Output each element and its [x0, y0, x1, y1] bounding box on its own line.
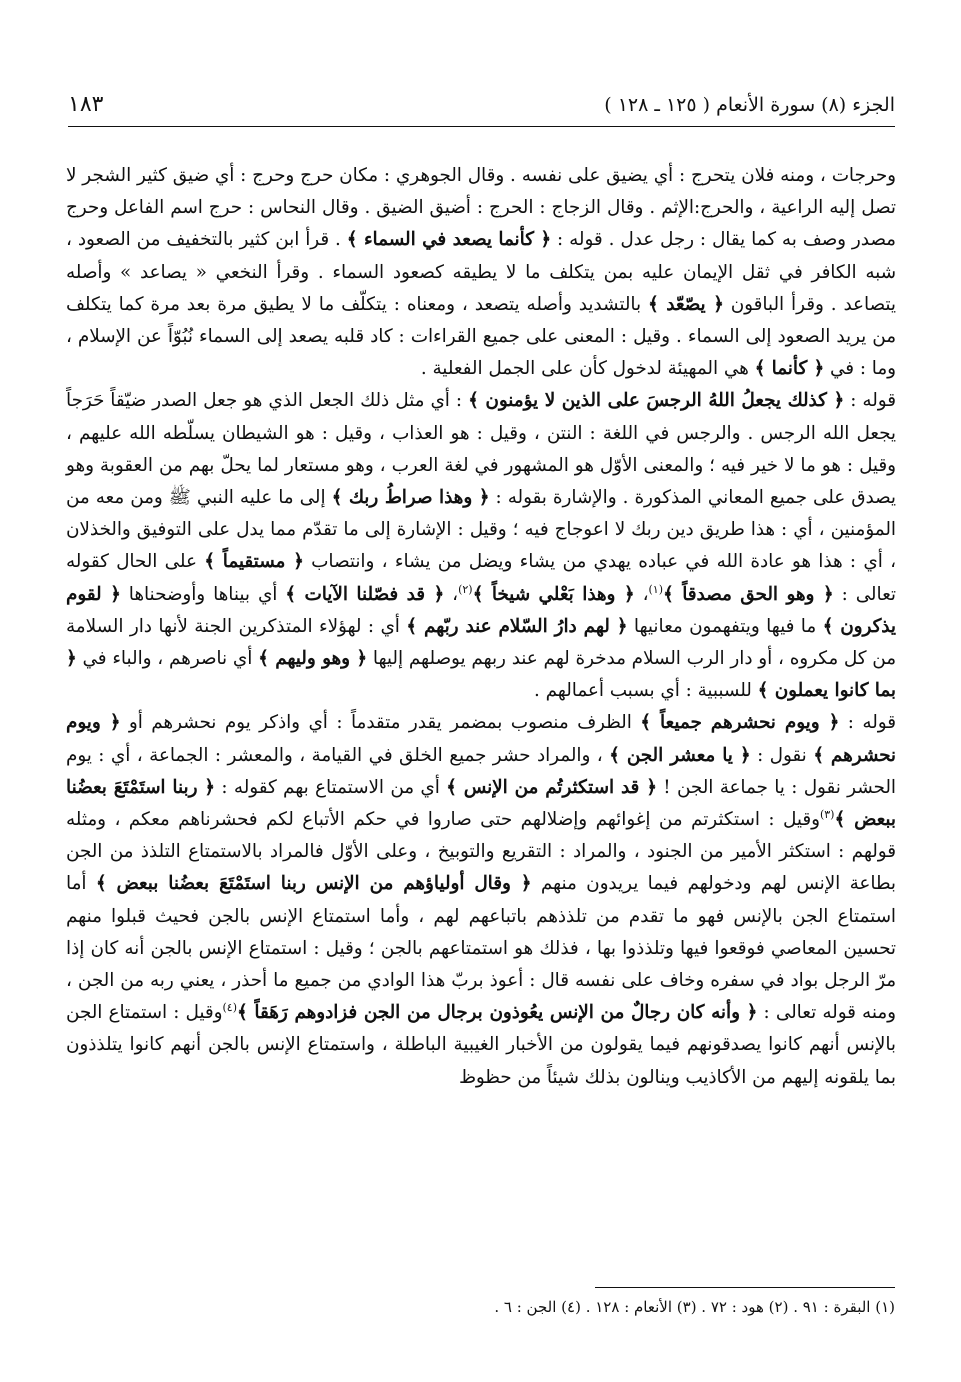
- text-run: إلى ما عليه النبي ﷺ ومن معه من المؤمنين ، أي : هذا طريق دين ربك لا اعوجاج فيه ؛ وقيل : الإشارة إلى ما تقدّم مما يدل على التوفيق والخذلان ، أي : هذا هو عادة الله في عباده يهدي من يشاء ويضل من يشاء ، وانتصاب: [66, 487, 896, 573]
- text-run: وقيل : استكثرتم من إغوائهم وإضلالهم حتى صاروا في حكم الأتباع لكم فحشرناهم معكم ، ومثله قولهم : استكثر الأمير من الجنود ، والمراد : التقريع والتوبيخ ، وعلى الأوّل فالمراد بالاستمتاع التلذذ من الجن بطاعة الإنس لهم ودخولهم فيما يريدون منهم: [66, 809, 896, 895]
- page-number: ١٨٣: [68, 92, 104, 117]
- quran-quote: ﴿ ويوم نحشرهم ﴾: [66, 712, 897, 766]
- quran-quote: ﴿ ربنا استَمْتَعَ بعضُنا ببعض ﴾: [66, 776, 896, 831]
- text-run: أي من الاستمتاع بهم كقوله :: [215, 776, 447, 798]
- text-run: ، والمراد حشر جميع الخلق في القيامة ، والمعشر : الجماعة ، أي : يوم الحشر نقول : يا جماعة الجن !: [66, 744, 896, 798]
- quran-quote: ﴿ كأنما يصعد في السماء ﴾: [346, 229, 552, 251]
- footnotes: (١) البقرة : ٩١ . (٢) هود : ٧٢ . (٣) الأنعام : ١٢٨ . (٤) الجن : ٦ .: [494, 1298, 895, 1316]
- quran-quote: ﴿ يا معشر الجن ﴾: [609, 744, 751, 766]
- text-run: على الحال كقوله تعالى :: [66, 551, 896, 605]
- running-header: [68, 86, 895, 127]
- quran-quote: ﴿ لقوم يذكرون ﴾: [66, 583, 896, 637]
- text-run: أي : لهؤلاء المتذكرين الجنة لأنها دار السلامة من كل مكروه ، أو دار الرب السلام مدخرة لهم عند ربهم يوصلهم إليها: [66, 615, 896, 670]
- text-run: وقيل : استمتاع الجن بالإنس أنهم كانوا يصدقونهم فيما يقولون من الأخبار الغيبية الباطلة ، واستمتاع الإنس بالجن أنهم كانوا يتلذذون بما يلقونه إليهم من الأكاذيب وينالون بذلك شيئاً من حظوظ: [66, 1002, 896, 1088]
- footnote-ref: (٤): [222, 1001, 237, 1015]
- paragraph-1: [66, 160, 896, 385]
- quran-quote: ﴿ ويوم نحشرهم جميعاً ﴾: [640, 712, 840, 734]
- quran-quote: ﴿ وهو وليهم ﴾: [258, 648, 368, 670]
- footnote-ref: (٢): [458, 582, 473, 596]
- quran-quote: ﴿ يصّعّد ﴾: [648, 293, 724, 315]
- quran-quote: ﴿ وهو الحق مصدقاً ﴾: [662, 583, 834, 605]
- quran-quote: ﴿ وأنه كان رجالٌ من الإنس يعُوذون برجال من الجن فزادوهم رَهَقاً ﴾: [236, 1002, 758, 1024]
- text-run: هي المهيئة لدخول كأن على الجمل الفعلية .: [420, 358, 755, 380]
- quran-quote: ﴿ وقال أولياؤهم من الإنس ربنا استَمْتَعَ بعضُنا ببعض ﴾: [95, 873, 532, 895]
- text-run: ،: [634, 583, 649, 605]
- quran-quote: ﴿ كأنما ﴾: [754, 358, 825, 380]
- text-run: الظرف منصوب بمضمر يقدر متقدماً : أي واذكر يوم نحشرهم أو: [120, 712, 641, 734]
- commentary-text: [66, 160, 896, 1094]
- footnote-ref: (٣): [819, 807, 835, 821]
- text-run: قوله :: [844, 390, 896, 412]
- text-run: بالتشديد وأصله يتصعد ، ومعناه : يتكلّف ما لا يطيق مرة بعد مرة كما يتكلف من يريد الصعود إلى السماء . وقيل : المعنى على جميع القراءات : كاد قلبه يصعد إلى السماء نُبُوّاً عن الإسلام ، وما : في: [66, 293, 896, 380]
- footnote-divider: [595, 1287, 895, 1288]
- text-run: قوله :: [839, 712, 896, 734]
- quran-quote: ﴿ كذلك يجعلُ اللهُ الرجسَ على الذين لا يؤمنون ﴾: [468, 390, 845, 412]
- quran-quote: ﴿ قد استكثرتُم من الإنس ﴾: [446, 776, 657, 798]
- text-run: أي ناصرهم ، والباء في: [76, 648, 259, 670]
- quran-quote: ﴿ لهم دارُ السّلام عند ربّهم ﴾: [406, 615, 628, 637]
- quran-quote: ﴿ قد فصّلنا الآيات ﴾: [285, 583, 445, 605]
- text-run: . قرأ ابن كثير بالتخفيف من الصعود ، شبه الكافر في ثقل الإيمان عليه بمن يتكلف ما لا يطيقه كصعود السماء . وقرأ النخعي « يصاعد » وأصله يتصاعد . وقرأ الباقون: [66, 229, 896, 315]
- quran-quote: ﴿ بما كانوا يعملون ﴾: [66, 648, 896, 702]
- text-run: أي بيناها وأوضحناها: [120, 583, 286, 605]
- quran-quote: ﴿ وهذا صراطُ ربك ﴾: [331, 487, 490, 509]
- footnote-ref: (١): [648, 582, 663, 596]
- text-run: وحرجات ، ومنه فلان يتحرج : أي يضيق على نفسه . وقال الجوهري : مكان حرج وحرج : أي ضيق كثير الشجر لا تصل إليه الراعية ، والحرج:الإثم . وقال الزجاج : الحرج : أضيق الضيق . وقال النحاس : حرج اسم الفاعل وحرج مصدر وصف به كما يقال : رجل عدل . قوله :: [66, 165, 896, 251]
- text-run: نقول :: [750, 744, 814, 766]
- text-run: للسببية : أي بسبب أعمالهم .: [534, 680, 758, 702]
- paragraph-3: [66, 707, 896, 1093]
- text-run: ،: [444, 583, 459, 605]
- header-title: الجزء (٨) سورة الأنعام ( ١٢٥ ـ ١٢٨ ): [604, 94, 895, 116]
- quran-quote: ﴿ مستقيماً ﴾: [204, 551, 304, 573]
- text-run: ما فيها ويتفهمون معانيها: [627, 615, 823, 637]
- text-run: أما استمتاع الجن بالإنس فهو ما تقدم من تلذذهم باتباعهم لهم ، وأما استمتاع الإنس بالجن فحيث قبلوا منهم تحسين المعاصي فوقعوا فيها وتلذذوا بها ، فذلك هو استمتاعهم بالجن ؛ وقيل : استمتاع الإنس بالجن أنه كان إذا مرّ الرجل بواد في سفره وخاف على نفسه قال : أعوذ بربّ هذا الوادي من جميع ما أحذر ، يعني ربه من الجن ، ومنه قوله تعالى :: [66, 873, 896, 1024]
- text-run: : أي مثل ذلك الجعل الذي هو جعل الصدر ضيّقاً حَرَجاً يجعل الله الرجس . والرجس في اللغة : النتن ، وقيل : هو العذاب ، وقيل : هو الشيطان يسلّطه الله عليهم ، وقيل : هو ما لا خير فيه ؛ والمعنى الأوّل هو المشهور في لغة العرب ، وهو مستعار لما يحلّ بهم من العقوبة وهو يصدق على جميع المعاني المذكورة . والإشارة بقوله :: [66, 390, 896, 509]
- paragraph-2: [66, 385, 896, 707]
- quran-quote: ﴿ وهذا بَعْلي شيخاً ﴾: [472, 583, 635, 605]
